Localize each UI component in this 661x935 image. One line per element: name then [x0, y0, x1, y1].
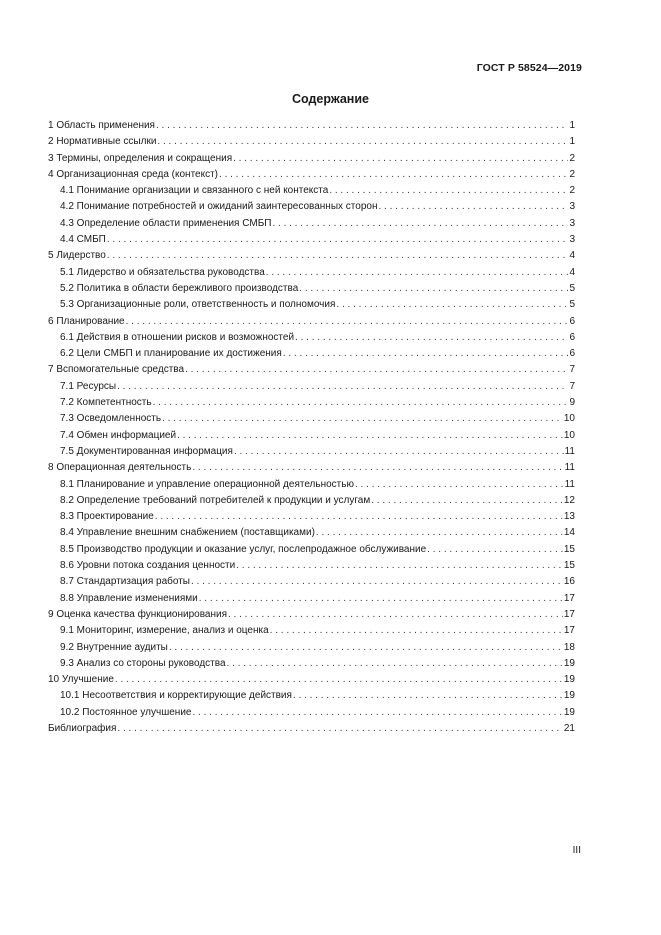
- toc-entry-page: 3: [569, 201, 575, 213]
- toc-entry-label: Библиография: [48, 722, 117, 734]
- toc-dot-leader: [295, 330, 568, 346]
- toc-entry-label: 5.3 Организационные роли, ответственность и полномочия: [60, 299, 336, 311]
- toc-entry-page: 14: [563, 527, 575, 539]
- toc-entry-label: 4.1 Понимание организации и связанного с ней контекста: [60, 185, 329, 197]
- toc-entry-page: 11: [564, 462, 575, 474]
- toc-entry-label: 10.2 Постоянное улучшение: [60, 706, 192, 718]
- toc-entry[interactable]: [48, 411, 575, 427]
- toc-dot-leader: [233, 151, 568, 167]
- toc-entry-page: 10: [563, 413, 575, 425]
- toc-entry-page: 13: [563, 511, 575, 523]
- toc-entry-page: 10: [563, 429, 575, 441]
- toc-entry-label: 6.1 Действия в отношении рисков и возможностей: [60, 331, 295, 343]
- toc-entry-page: 6: [569, 315, 575, 327]
- toc-entry-page: 1: [569, 136, 575, 148]
- toc-entry-label: 8 Операционная деятельность: [48, 462, 192, 474]
- toc-entry[interactable]: [48, 314, 575, 330]
- toc-entry[interactable]: [48, 460, 575, 476]
- toc-entry[interactable]: [48, 330, 575, 346]
- toc-entry-page: 3: [569, 217, 575, 229]
- toc-entry-page: 21: [563, 722, 575, 734]
- toc-entry[interactable]: [48, 542, 575, 558]
- toc-entry-label: 8.4 Управление внешним снабжением (поставщиками): [60, 527, 315, 539]
- toc-dot-leader: [266, 265, 569, 281]
- toc-entry-page: 15: [563, 543, 575, 555]
- toc-dot-leader: [157, 134, 568, 150]
- toc-dot-leader: [234, 444, 564, 460]
- toc-entry[interactable]: [48, 118, 575, 134]
- table-of-contents: [48, 118, 575, 737]
- toc-entry[interactable]: [48, 346, 575, 362]
- toc-dot-leader: [169, 640, 563, 656]
- toc-entry-label: 4.4 СМБП: [60, 234, 106, 246]
- toc-entry-label: 6 Планирование: [48, 315, 125, 327]
- toc-entry-label: 8.1 Планирование и управление операционной деятельностью: [60, 478, 354, 490]
- toc-entry-page: 7: [569, 380, 575, 392]
- toc-entry-page: 9: [569, 397, 575, 409]
- toc-dot-leader: [228, 607, 563, 623]
- toc-dot-leader: [270, 623, 563, 639]
- toc-entry-page: 6: [569, 348, 575, 360]
- toc-entry[interactable]: [48, 688, 575, 704]
- toc-dot-leader: [355, 477, 564, 493]
- toc-entry-label: 3 Термины, определения и сокращения: [48, 152, 233, 164]
- toc-entry[interactable]: [48, 199, 575, 215]
- toc-entry-label: 7 Вспомогательные средства: [48, 364, 185, 376]
- toc-entry-page: 2: [569, 168, 575, 180]
- toc-entry[interactable]: [48, 640, 575, 656]
- toc-entry-label: 8.2 Определение требований потребителей к продукции и услугам: [60, 494, 371, 506]
- toc-entry-page: 17: [563, 608, 575, 620]
- toc-entry[interactable]: [48, 134, 575, 150]
- toc-entry[interactable]: [48, 444, 575, 460]
- toc-dot-leader: [272, 216, 568, 232]
- toc-dot-leader: [115, 672, 563, 688]
- toc-dot-leader: [107, 232, 569, 248]
- toc-dot-leader: [227, 656, 563, 672]
- toc-entry[interactable]: [48, 379, 575, 395]
- toc-entry-page: 17: [563, 625, 575, 637]
- toc-entry-label: 1 Область применения: [48, 120, 155, 131]
- toc-entry[interactable]: [48, 216, 575, 232]
- toc-entry-label: 5.1 Лидерство и обязательства руководства: [60, 266, 265, 278]
- toc-entry[interactable]: [48, 705, 575, 721]
- toc-dot-leader: [336, 297, 568, 313]
- toc-entry[interactable]: [48, 672, 575, 688]
- toc-entry-page: 11: [564, 445, 575, 457]
- toc-entry-label: 7.1 Ресурсы: [60, 380, 117, 392]
- toc-entry-label: 4.2 Понимание потребностей и ожиданий заинтересованных сторон: [60, 201, 378, 213]
- toc-entry-label: 5 Лидерство: [48, 250, 106, 262]
- toc-entry-page: 16: [563, 576, 575, 588]
- toc-entry-label: 10.1 Несоответствия и корректирующие действия: [60, 690, 292, 702]
- toc-entry[interactable]: [48, 656, 575, 672]
- toc-dot-leader: [283, 346, 569, 362]
- toc-entry-label: 4.3 Определение области применения СМБП: [60, 217, 272, 229]
- toc-dot-leader: [192, 705, 562, 721]
- toc-entry[interactable]: [48, 721, 575, 737]
- toc-entry-page: 19: [563, 657, 575, 669]
- toc-dot-leader: [316, 525, 563, 541]
- toc-entry[interactable]: [48, 428, 575, 444]
- page-number: III: [572, 845, 581, 856]
- toc-entry-page: 19: [563, 690, 575, 702]
- toc-entry[interactable]: [48, 558, 575, 574]
- toc-entry-label: 8.5 Производство продукции и оказание услуг, послепродажное обслуживание: [60, 543, 427, 555]
- toc-entry-label: 2 Нормативные ссылки: [48, 136, 157, 148]
- toc-entry[interactable]: [48, 167, 575, 183]
- toc-dot-leader: [299, 281, 568, 297]
- toc-entry-page: 1: [569, 120, 575, 131]
- toc-entry-label: 8.8 Управление изменениями: [60, 592, 198, 604]
- toc-entry-page: 2: [569, 152, 575, 164]
- page-title: Содержание: [291, 92, 369, 106]
- toc-entry[interactable]: [48, 297, 575, 313]
- toc-entry-page: 19: [563, 706, 575, 718]
- toc-entry-label: 7.5 Документированная информация: [60, 445, 233, 457]
- toc-entry-label: 8.6 Уровни потока создания ценности: [60, 560, 236, 572]
- toc-dot-leader: [219, 167, 568, 183]
- toc-entry[interactable]: [48, 248, 575, 264]
- toc-entry-page: 15: [563, 560, 575, 572]
- toc-dot-leader: [293, 688, 563, 704]
- toc-entry[interactable]: [48, 232, 575, 248]
- toc-dot-leader: [162, 411, 563, 427]
- toc-entry[interactable]: [48, 525, 575, 541]
- toc-entry-page: 19: [563, 674, 575, 686]
- document-code: ГОСТ Р 58524—2019: [476, 62, 582, 74]
- toc-entry-label: 8.7 Стандартизация работы: [60, 576, 190, 588]
- toc-dot-leader: [191, 574, 563, 590]
- toc-entry-page: 7: [569, 364, 575, 376]
- toc-entry[interactable]: [48, 477, 575, 493]
- toc-entry-page: 4: [569, 250, 575, 262]
- toc-entry-label: 7.4 Обмен информацией: [60, 429, 177, 441]
- toc-entry[interactable]: [48, 151, 575, 167]
- toc-entry[interactable]: [48, 623, 575, 639]
- toc-entry[interactable]: [48, 362, 575, 378]
- toc-entry[interactable]: [48, 281, 575, 297]
- toc-dot-leader: [107, 248, 569, 264]
- toc-dot-leader: [156, 118, 568, 134]
- toc-dot-leader: [236, 558, 563, 574]
- toc-entry[interactable]: [48, 395, 575, 411]
- toc-entry[interactable]: [48, 183, 575, 199]
- toc-entry-page: 18: [563, 641, 575, 653]
- toc-entry[interactable]: [48, 574, 575, 590]
- toc-dot-leader: [117, 721, 562, 737]
- toc-entry-label: 10 Улучшение: [48, 674, 114, 686]
- toc-entry-label: 4 Организационная среда (контекст): [48, 168, 219, 180]
- toc-entry[interactable]: [48, 493, 575, 509]
- toc-entry-page: 17: [563, 592, 575, 604]
- toc-dot-leader: [199, 591, 563, 607]
- toc-entry-label: 9.3 Анализ со стороны руководства: [60, 657, 226, 669]
- toc-dot-leader: [155, 509, 563, 525]
- toc-entry-page: 5: [569, 282, 575, 294]
- toc-entry-label: 8.3 Проектирование: [60, 511, 154, 523]
- toc-dot-leader: [371, 493, 563, 509]
- toc-entry[interactable]: [48, 265, 575, 281]
- toc-dot-leader: [192, 460, 563, 476]
- toc-entry-label: 9.2 Внутренние аудиты: [60, 641, 168, 653]
- toc-entry-page: 12: [563, 494, 575, 506]
- toc-entry-page: 2: [569, 185, 575, 197]
- toc-entry-label: 9 Оценка качества функционирования: [48, 608, 227, 620]
- toc-entry[interactable]: [48, 591, 575, 607]
- toc-entry-label: 6.2 Цели СМБП и планирование их достижения: [60, 348, 282, 360]
- toc-entry[interactable]: [48, 607, 575, 623]
- toc-entry-label: 9.1 Мониторинг, измерение, анализ и оценка: [60, 625, 269, 637]
- toc-dot-leader: [153, 395, 569, 411]
- toc-dot-leader: [185, 362, 568, 378]
- toc-entry[interactable]: [48, 509, 575, 525]
- toc-dot-leader: [378, 199, 568, 215]
- toc-entry-page: 11: [564, 478, 575, 490]
- toc-entry-page: 6: [569, 331, 575, 343]
- toc-entry-page: 4: [569, 266, 575, 278]
- toc-entry-page: 5: [569, 299, 575, 311]
- toc-entry-label: 7.3 Осведомленность: [60, 413, 162, 425]
- toc-dot-leader: [177, 428, 563, 444]
- toc-entry-page: 3: [569, 234, 575, 246]
- toc-dot-leader: [126, 314, 569, 330]
- toc-dot-leader: [329, 183, 568, 199]
- toc-entry-label: 7.2 Компетентность: [60, 397, 152, 409]
- toc-dot-leader: [427, 542, 563, 558]
- toc-entry-label: 5.2 Политика в области бережливого производства: [60, 282, 299, 294]
- toc-dot-leader: [117, 379, 568, 395]
